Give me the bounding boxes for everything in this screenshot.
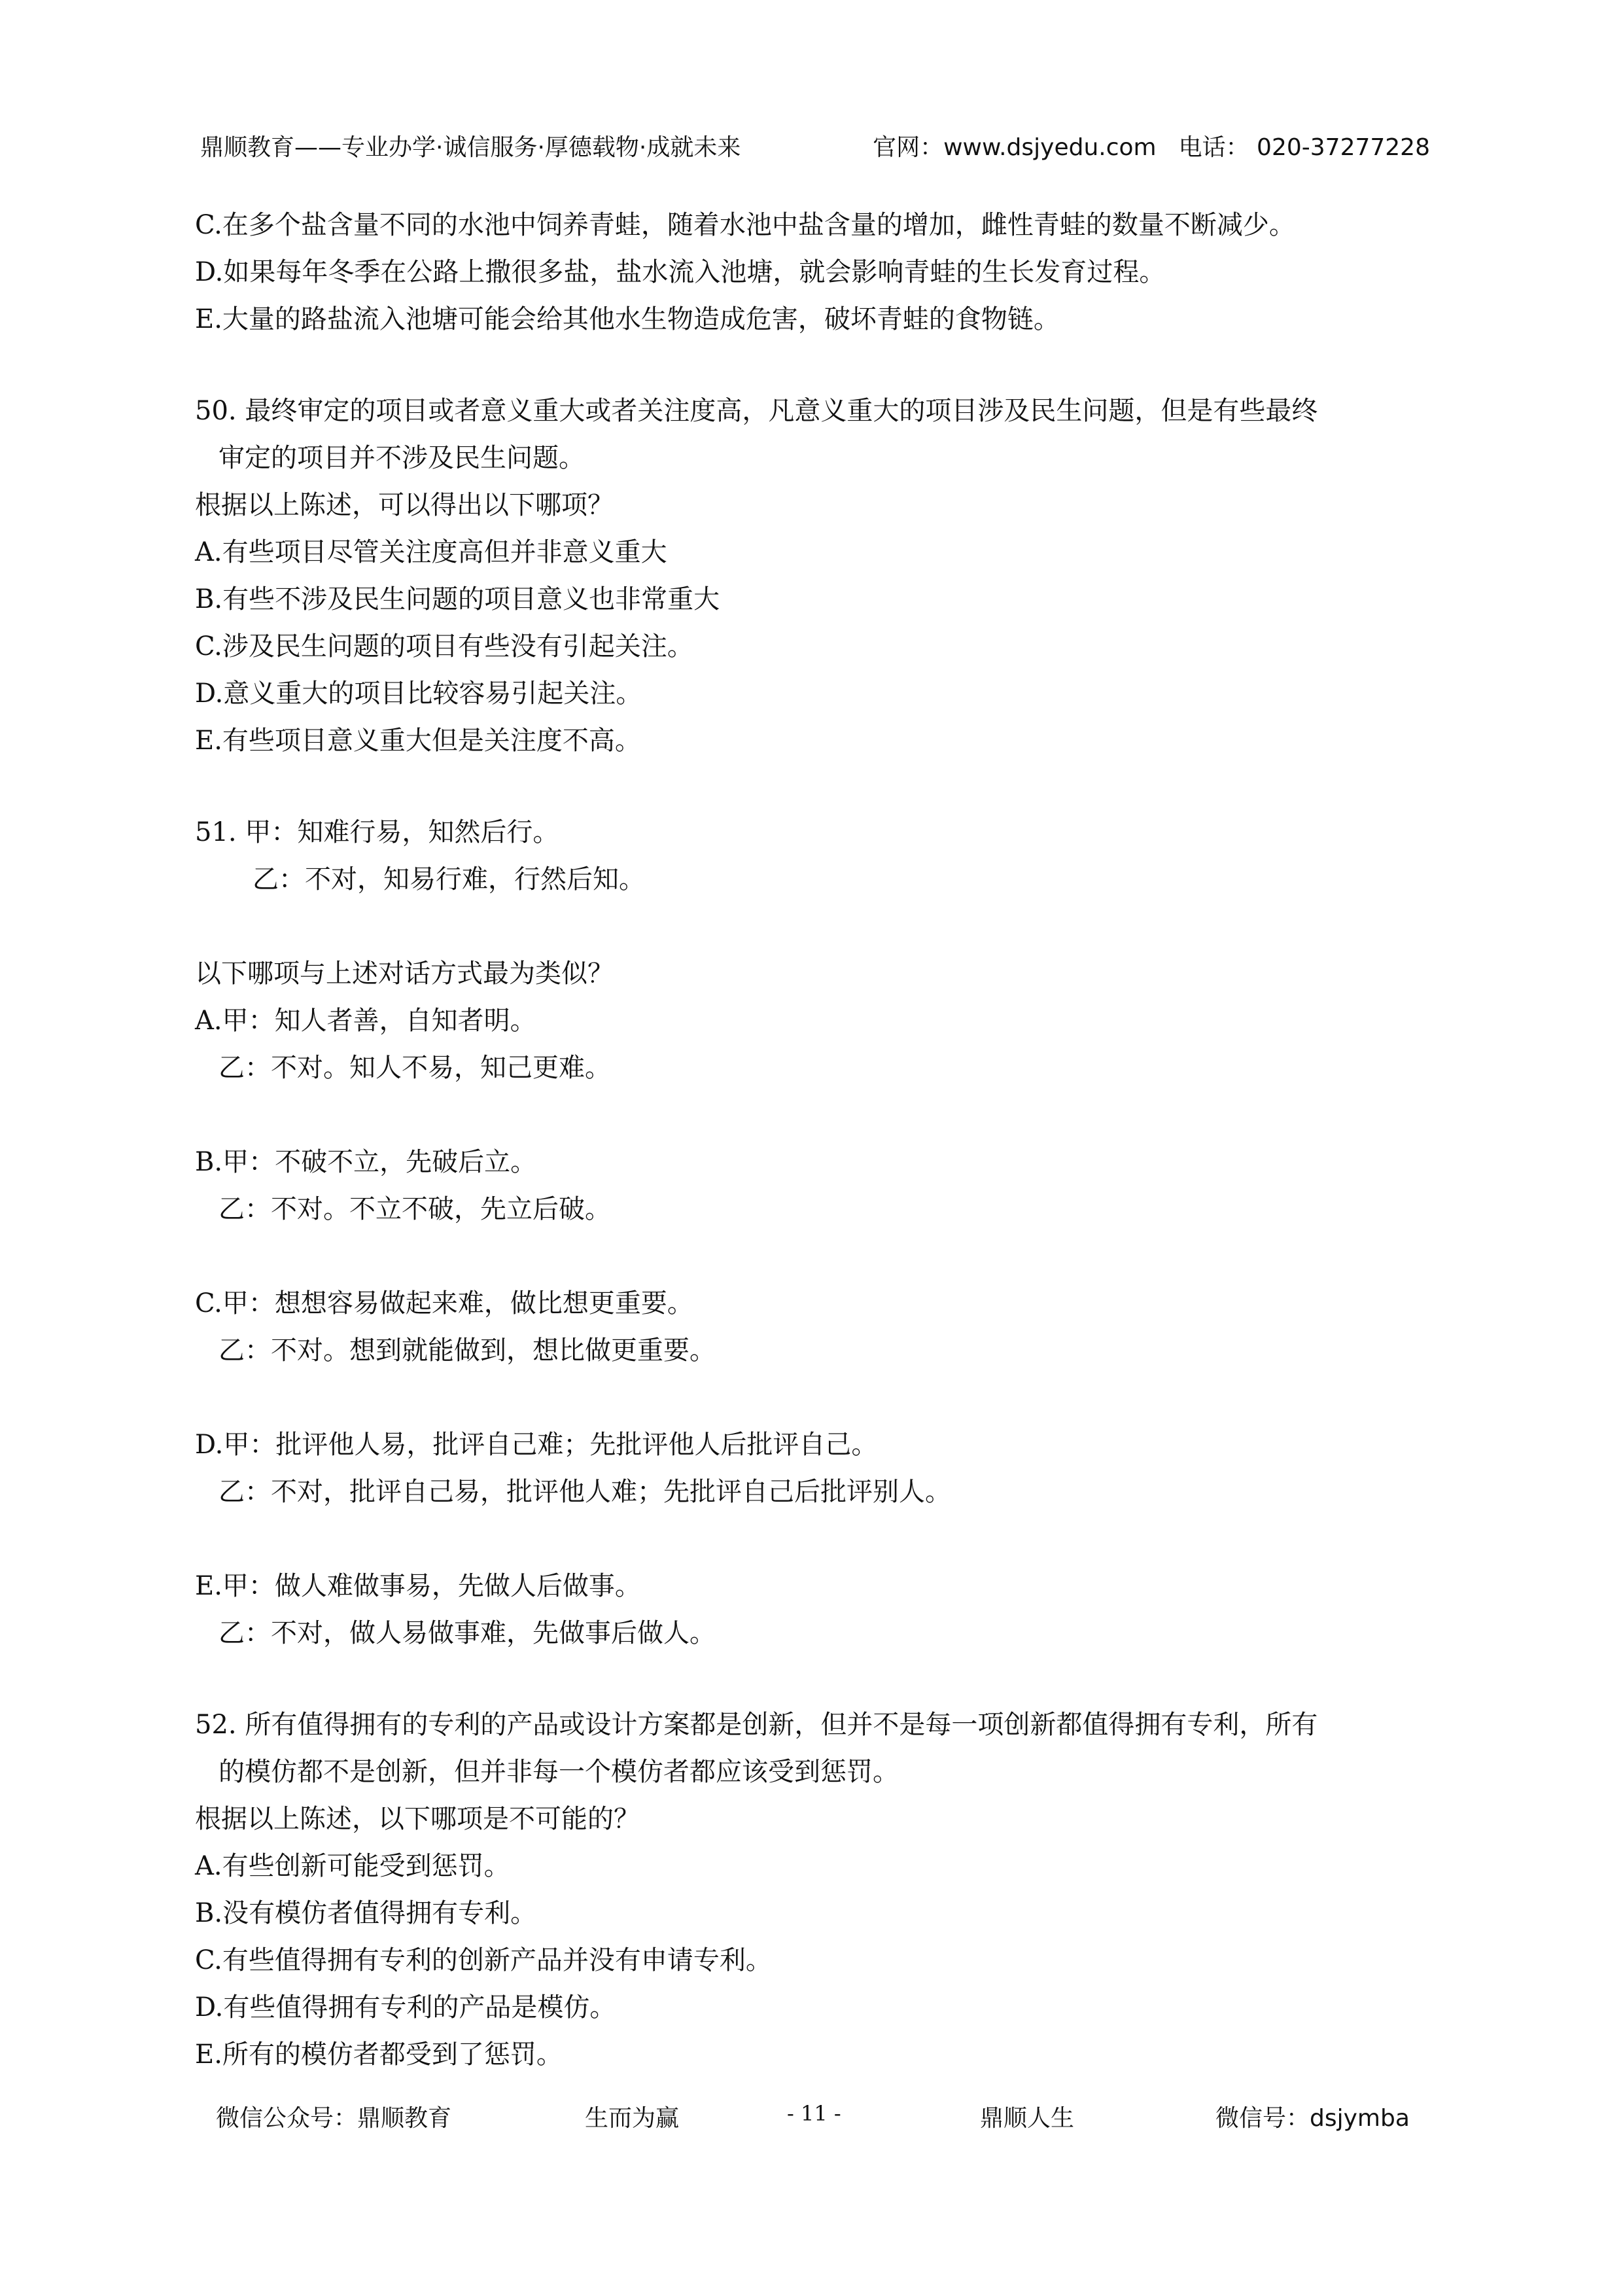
- q52-stem-continued: 的模仿都不是创新，但并非每一个模仿者都应该受到惩罚。: [218, 1757, 899, 1787]
- question-52: [195, 1701, 1438, 2078]
- page-footer: [0, 2100, 1623, 2137]
- header-slogan: 鼎顺教育——专业办学·诚信服务·厚德载物·成就未来: [200, 134, 741, 161]
- q51-option-c-jia: C.甲：想想容易做起来难，做比想更重要。: [195, 1288, 693, 1318]
- page-header: [200, 128, 1430, 168]
- q51-question: 以下哪项与上述对话方式最为类似？: [195, 959, 614, 989]
- footer-wechat-public: 微信公众号：鼎顺教育: [216, 2105, 452, 2132]
- header-website[interactable]: 官网：www.dsjyedu.com: [873, 134, 1157, 161]
- q51-option-e-yi: 乙：不对，做人易做事难，先做事后做人。: [218, 1618, 716, 1648]
- q50-option-b: B.有些不涉及民生问题的项目意义也非常重大: [195, 584, 720, 614]
- q52-option-e: E.所有的模仿者都受到了惩罚。: [195, 2040, 563, 2070]
- q50-option-e: E.有些项目意义重大但是关注度不高。: [195, 726, 641, 756]
- q52-option-b: B.没有模仿者值得拥有专利。: [195, 1898, 537, 1928]
- question-51: [195, 809, 1438, 1657]
- q52-option-c: C.有些值得拥有专利的创新产品并没有申请专利。: [195, 1945, 772, 1975]
- footer-wechat-id: 微信号：dsjymba: [1215, 2105, 1410, 2132]
- q51-option-c-yi: 乙：不对。想到就能做到，想比做更重要。: [218, 1335, 716, 1366]
- footer-brand: 鼎顺人生: [980, 2105, 1075, 2132]
- q51-option-b-yi: 乙：不对。不立不破，先立后破。: [218, 1194, 611, 1224]
- q52-option-d: D.有些值得拥有专利的产品是模仿。: [195, 1992, 616, 2022]
- q51-stem-jia: 51. 甲：知难行易，知然后行。: [195, 817, 559, 847]
- q52-option-a: A.有些创新可能受到惩罚。: [195, 1851, 510, 1881]
- q49-option-e: E.大量的路盐流入池塘可能会给其他水生物造成危害，破坏青蛙的食物链。: [195, 304, 1060, 334]
- q52-question: 根据以上陈述，以下哪项是不可能的？: [195, 1804, 640, 1834]
- q51-stem-yi: 乙：不对，知易行难，行然后知。: [253, 864, 645, 894]
- header-phone: 电话： 020-37277228: [1178, 134, 1430, 161]
- q49-option-c: C.在多个盐含量不同的水池中饲养青蛙，随着水池中盐含量的增加，雌性青蛙的数量不断减少。: [195, 210, 1295, 240]
- q49-option-d: D.如果每年冬季在公路上撒很多盐，盐水流入池塘，就会影响青蛙的生长发育过程。: [195, 257, 1166, 287]
- q51-option-d-jia: D.甲：批评他人易，批评自己难；先批评他人后批评自己。: [195, 1430, 878, 1460]
- q51-option-e-jia: E.甲：做人难做事易，先做人后做事。: [195, 1571, 641, 1601]
- header-contact: [873, 128, 1430, 168]
- q52-stem: 52. 所有值得拥有的专利的产品或设计方案都是创新，但并不是每一项创新都值得拥有专利，所有: [195, 1710, 1318, 1740]
- q50-option-c: C.涉及民生问题的项目有些没有引起关注。: [195, 631, 693, 662]
- q51-option-a-jia: A.甲：知人者善，自知者明。: [195, 1006, 536, 1036]
- question-49-tail: [195, 202, 1438, 343]
- q50-stem: 50. 最终审定的项目或者意义重大或者关注度高，凡意义重大的项目涉及民生问题，但是有些最终: [195, 396, 1318, 426]
- footer-motto: 生而为赢: [585, 2105, 680, 2132]
- q50-option-a: A.有些项目尽管关注度高但并非意义重大: [195, 537, 667, 567]
- page-content: [195, 202, 1438, 2078]
- page-number: - 11 -: [787, 2101, 841, 2126]
- q50-stem-continued: 审定的项目并不涉及民生问题。: [218, 443, 585, 473]
- q50-question: 根据以上陈述，可以得出以下哪项？: [195, 490, 614, 520]
- q51-option-d-yi: 乙：不对，批评自己易，批评他人难；先批评自己后批评别人。: [218, 1477, 951, 1507]
- q51-option-b-jia: B.甲：不破不立，先破后立。: [195, 1147, 537, 1177]
- q50-option-d: D.意义重大的项目比较容易引起关注。: [195, 679, 642, 709]
- question-50: [195, 387, 1438, 764]
- q51-option-a-yi: 乙：不对。知人不易，知己更难。: [218, 1053, 611, 1083]
